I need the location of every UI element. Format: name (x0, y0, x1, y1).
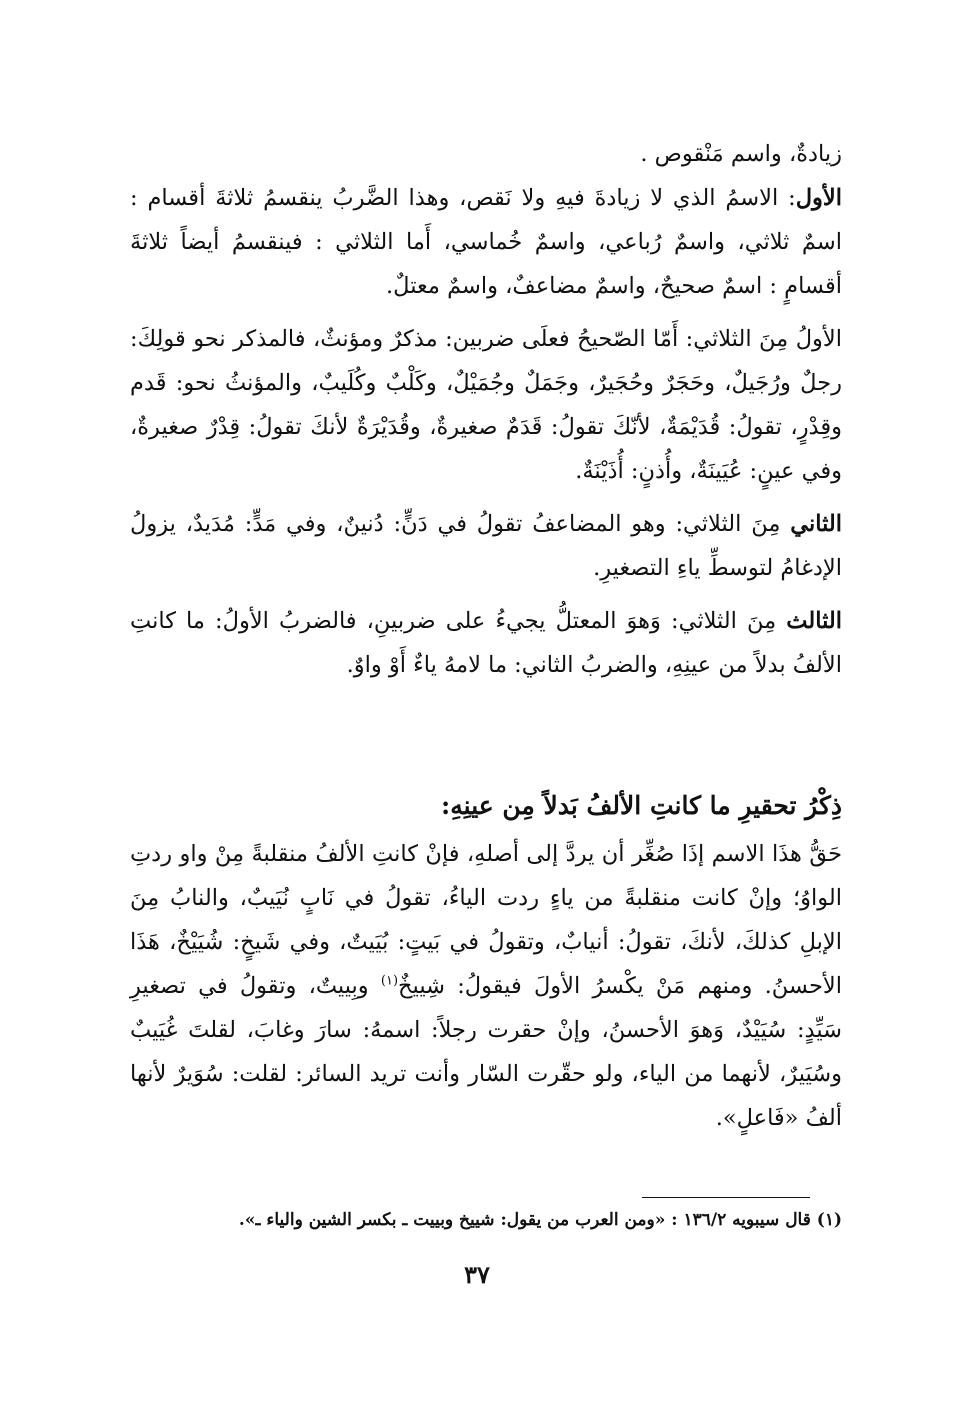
footnote-marker: (١) (380, 973, 399, 989)
paragraph-first-of-triliteral: الأولُ مِنَ الثلاثي: أَمّا الصّحيحُ فعلَى ضربين: مذكرٌ ومؤنثٌ، فالمذكر نحو قولِكَ: رجلٌ ورُجَيلٌ، وحَجَرٌ وحُجَيرٌ، وجَمَلٌ وجُمَيْلٌ، وكَلْبٌ وكُلَيبٌ، والمؤنثُ نحو: قَدم وقِدْرٍ، تقولُ: قُدَيْمَةٌ، لأنّكَ تقولُ: قَدَمٌ صغيرةٌ، وقُدَيْرَةٌ لأنكَ تقولُ: قِدْرٌ صغيرةٌ، وفي عينٍ: عُيَينَةٌ، وأُذنٍ: أُذَيْنَةٌ. (130, 326, 842, 484)
paragraph-second-of-triliteral (130, 502, 842, 590)
paragraph-text: : الاسمُ الذي لا زيادةَ فيهِ ولا نَقص، وهذا الضَّربُ ينقسمُ ثلاثةَ أقسام : اسمٌ ثلاثي، واسمٌ رُباعي، واسمٌ خُماسي، أَما الثلاثي : فينقسمُ أيضاً ثلاثةَ أقسامٍ : اسمٌ صحيحٌ، واسمٌ مضاعفٌ، واسمٌ معتلٌ. (130, 185, 842, 299)
section-heading: ذِكْرُ تحقيرِ ما كانتِ الألفُ بَدلاً مِن عينِهِ: (441, 791, 842, 820)
paragraph-text: مِنَ الثلاثي: وهو المضاعفُ تقولُ في دَنٍّ: دُنينٌ، وفي مَدٍّ: مُدَيدٌ، يزولُ الإدغامُ لتوسطِّ ياءِ التصغيرِ. (130, 511, 842, 581)
text-block-intro (130, 132, 842, 687)
paragraph-third-of-triliteral (130, 599, 842, 687)
paragraph-text: حَقُّ هذَا الاسم إذَا صُغِّر أن يردَّ إلى أصلهِ، فإنْ كانتِ الألفُ منقلبةً مِنْ واو ردتِ الواوُ؛ وإنْ كانت منقلبةً من ياءٍ ردت الياءُ، تقولُ في نَابٍ نُيَيبٌ، والنابُ مِنَ الإبلِ كذلكَ، لأنكَ، تقولُ: أنيابٌ، وتقولُ في بَيتٍ: بُيَيتٌ، وفي شَيخٍ: شُيَيْخٌ، هَذَا الأحسنُ. ومنهم مَنْ يكْسرُ الأولَ فيقولُ: شِييخٌ (130, 841, 842, 999)
paragraph-lead: الثالث (786, 608, 842, 634)
text-block-section (130, 832, 842, 1140)
paragraph-text: مِنَ الثلاثي: وَهوَ المعتلُّ يجيءُ على ضربينِ، فالضربُ الأولُ: ما كانتِ الألفُ بدلاً من عينِهِ، والضربُ الثاني: ما لامهُ ياءٌ أَوْ واوٌ. (130, 608, 842, 678)
paragraph-continuation: زيادةٌ، واسم مَنْقوص . (640, 141, 842, 167)
paragraph-first (130, 176, 842, 308)
paragraph-lead: الثاني (790, 511, 842, 537)
paragraph-section-body (130, 832, 842, 1140)
page-number: ٣٧ (464, 1260, 490, 1289)
paragraph-lead: الأول (795, 185, 842, 211)
footnote-separator (642, 1197, 810, 1198)
footnote: (١) قال سيبويه ١٣٦/٢ : «ومن العرب من يقول: شييخ وبييت ـ بكسر الشين والياء ـ». (238, 1210, 842, 1230)
paragraph-text: وبِييتٌ، وتقولُ في تصغيرِ سَيِّدٍ: سُيَيْدٌ، وَهوَ الأحسنُ، وإنْ حقرت رجلاً: اسمهُ: سارَ وغابَ، لقلتَ غُيَيبٌ وسُيَيرٌ، لأنهما من الياء، ولو حقّرت السّار وأنت تريد السائر: لقلت: سُوَيرٌ لأنها ألفُ «فَاعلٍ». (130, 973, 842, 1131)
